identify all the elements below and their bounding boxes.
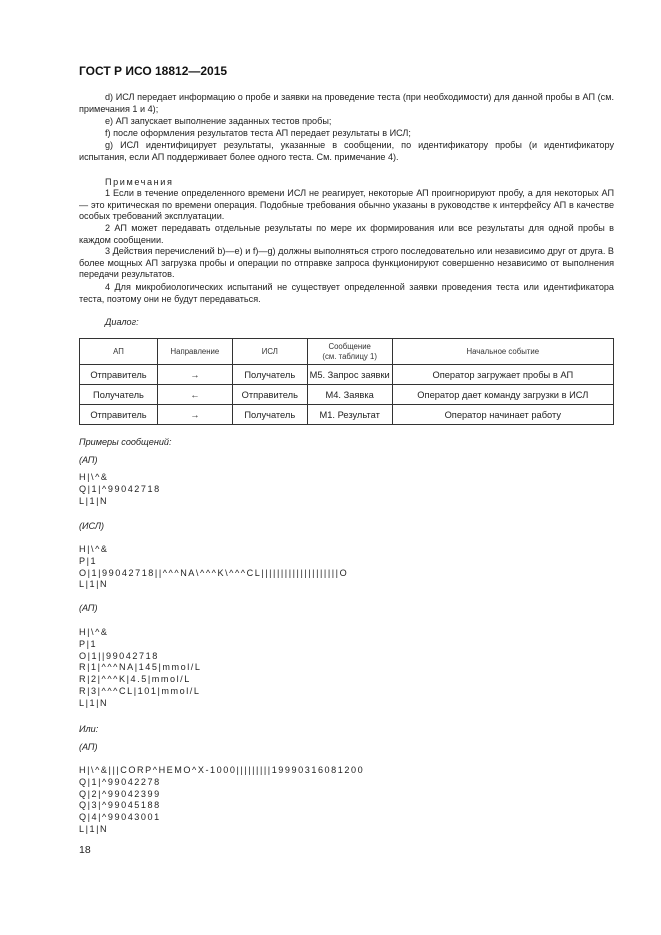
- note-1: 1 Если в течение определенного времени ИСЛ не реагирует, некоторые АП проигнорируют пробу, а для некоторых АП — это критическая по времени операция. Подобные требования обычно указаны в руководстве к интерфейсу АП в качестве особых требований эксплуатации.: [79, 188, 614, 222]
- message-line: L|1|N: [79, 495, 109, 506]
- cell-ap: Получатель: [80, 385, 158, 405]
- message-line: Q|2|^99042399: [79, 788, 161, 799]
- header-isl: ИСЛ: [232, 339, 307, 365]
- message-line: Q|1|^99042718: [79, 483, 161, 494]
- notes-title: Примечания: [105, 177, 174, 187]
- message-block: [79, 627, 202, 710]
- message-line: Q|4|^99043001: [79, 812, 161, 823]
- message-line: H|\^&: [79, 627, 109, 637]
- cell-direction: →: [157, 405, 232, 425]
- header-message: Сообщение (см. таблицу 1): [307, 339, 392, 365]
- header-direction: Направление: [157, 339, 232, 365]
- cell-isl: Получатель: [232, 365, 307, 385]
- message-line: O|1||99042718: [79, 650, 159, 661]
- message-line: Q|3|^99045188: [79, 800, 161, 811]
- table-row: [80, 365, 614, 385]
- message-line: R|2|^^^K|4.5|mmol/L: [79, 674, 191, 685]
- table-row: [80, 385, 614, 405]
- message-line: H|\^&: [79, 472, 109, 482]
- block-label: (АП): [79, 742, 98, 752]
- note-4: 4 Для микробиологических испытаний не существует определенной заявки проведения теста или идентификатора теста, поэтому они не будут передаваться.: [79, 282, 614, 304]
- message-line: P|1: [79, 638, 98, 649]
- message-line: O|1|99042718||^^^NA\^^^K\^^^CL||||||||||||||||||||O: [79, 567, 349, 578]
- message-block: [79, 765, 364, 836]
- message-line: Q|1|^99042278: [79, 776, 161, 787]
- examples-label: Примеры сообщений:: [79, 437, 172, 447]
- message-line: P|1: [79, 555, 98, 566]
- list-item-f: f) после оформления результатов теста АП передает результаты в ИСЛ;: [105, 128, 411, 138]
- block-label: (АП): [79, 455, 98, 465]
- list-item-e: e) АП запускает выполнение заданных тестов пробы;: [105, 116, 332, 126]
- note-3: 3 Действия перечислений b)—e) и f)—g) должны выполняться строго последовательно или независимо друг от друга. В более мощных АП загрузка пробы и операции по отправке запроса функционируют совершенно независимо от выполнения передачи результатов.: [79, 246, 614, 280]
- block-label: (АП): [79, 603, 98, 613]
- cell-message: M5. Запрос заявки: [307, 365, 392, 385]
- cell-direction: ←: [157, 385, 232, 405]
- cell-event: Оператор загружает пробы в АП: [392, 365, 613, 385]
- cell-direction: →: [157, 365, 232, 385]
- dialog-table: [79, 338, 614, 425]
- message-line: L|1|N: [79, 697, 109, 708]
- list-item-d: d) ИСЛ передает информацию о пробе и заявки на проведение теста (при необходимости) для данной пробы в АП (см. примечания 1 и 4);: [79, 92, 614, 114]
- header-event: Начальное событие: [392, 339, 613, 365]
- cell-message: M4. Заявка: [307, 385, 392, 405]
- block-label: Или:: [79, 724, 99, 734]
- message-line: L|1|N: [79, 579, 109, 590]
- cell-ap: Отправитель: [80, 365, 158, 385]
- cell-ap: Отправитель: [80, 405, 158, 425]
- message-line: H|\^&|||CORP^HEMO^X-1000|||||||||19990316081200: [79, 765, 365, 775]
- table-row: [80, 405, 614, 425]
- message-block: [79, 544, 348, 591]
- message-block: [79, 472, 161, 507]
- message-line: R|3|^^^CL|101|mmol/L: [79, 685, 201, 696]
- cell-isl: Отправитель: [232, 385, 307, 405]
- cell-isl: Получатель: [232, 405, 307, 425]
- block-label: (ИСЛ): [79, 521, 105, 531]
- document-header: ГОСТ Р ИСО 18812—2015: [79, 64, 228, 78]
- message-line: L|1|N: [79, 823, 109, 834]
- list-item-g: g) ИСЛ идентифицирует результаты, указанные в сообщении, по идентификатору пробы (и идентификатору испытания, если АП поддерживает более одного теста. См. примечание 4).: [79, 140, 614, 162]
- page-number: 18: [79, 844, 91, 856]
- message-line: H|\^&: [79, 544, 109, 554]
- cell-event: Оператор дает команду загрузки в ИСЛ: [392, 385, 613, 405]
- table-header-row: [80, 339, 614, 365]
- cell-message: M1. Результат: [307, 405, 392, 425]
- dialog-label: Диалог:: [105, 317, 139, 327]
- note-2: 2 АП может передавать отдельные результаты по мере их формирования или все результаты для одной пробы в каждом сообщении.: [79, 223, 614, 245]
- cell-event: Оператор начинает работу: [392, 405, 613, 425]
- header-ap: АП: [80, 339, 158, 365]
- message-line: R|1|^^^NA|145|mmol/L: [79, 662, 202, 673]
